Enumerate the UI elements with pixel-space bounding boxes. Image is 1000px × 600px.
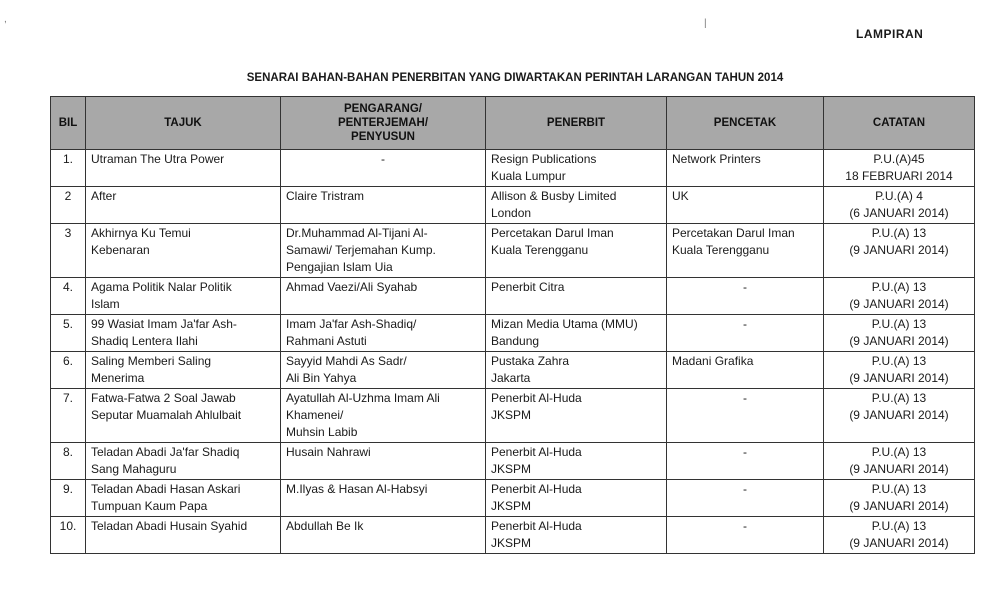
cell-tajuk-line: Seputar Muamalah Ahlulbait bbox=[91, 408, 242, 422]
cell-tajuk bbox=[86, 443, 281, 480]
cell-catatan bbox=[824, 443, 975, 480]
cell-tajuk bbox=[86, 187, 281, 224]
cell-pencetak-line: Network Printers bbox=[672, 152, 761, 166]
cell-catatan-line: P.U.(A) 13 bbox=[871, 226, 927, 240]
cell-tajuk bbox=[86, 224, 281, 278]
cell-catatan-line: P.U.(A) 13 bbox=[871, 519, 927, 533]
cell-catatan-line: (9 JANUARI 2014) bbox=[849, 334, 949, 348]
table-row bbox=[51, 480, 975, 517]
banned-publications-table bbox=[50, 96, 975, 554]
header-pengarang bbox=[281, 97, 486, 150]
cell-bil: 7. bbox=[51, 389, 86, 443]
cell-pengarang-line: Husain Nahrawi bbox=[286, 445, 371, 459]
cell-pencetak bbox=[667, 389, 824, 443]
cell-pencetak bbox=[667, 150, 824, 187]
cell-pengarang bbox=[281, 224, 486, 278]
cell-pencetak-line: - bbox=[743, 280, 747, 294]
cell-pengarang-line: Muhsin Labib bbox=[286, 425, 358, 439]
cell-pengarang-line: Ayatullah Al-Uzhma Imam Ali bbox=[286, 391, 440, 405]
cell-penerbit-line: Mizan Media Utama (MMU) bbox=[491, 317, 638, 331]
cell-pencetak bbox=[667, 278, 824, 315]
cell-tajuk bbox=[86, 389, 281, 443]
cell-catatan bbox=[824, 352, 975, 389]
table-row bbox=[51, 389, 975, 443]
cell-tajuk-line: Agama Politik Nalar Politik bbox=[91, 280, 232, 294]
cell-catatan bbox=[824, 224, 975, 278]
cell-tajuk-line: Islam bbox=[91, 297, 120, 311]
cell-pengarang bbox=[281, 480, 486, 517]
cell-pengarang-line: Rahmani Astuti bbox=[286, 334, 367, 348]
table-row bbox=[51, 224, 975, 278]
cell-pengarang bbox=[281, 278, 486, 315]
cell-penerbit-line: Penerbit Al-Huda bbox=[491, 519, 582, 533]
cell-pencetak-line: Madani Grafika bbox=[672, 354, 754, 368]
cell-catatan-line: (9 JANUARI 2014) bbox=[849, 371, 949, 385]
table-row bbox=[51, 150, 975, 187]
cell-tajuk-line: Sang Mahaguru bbox=[91, 462, 177, 476]
cell-pengarang bbox=[281, 315, 486, 352]
cell-penerbit bbox=[486, 352, 667, 389]
document-title: SENARAI BAHAN-BAHAN PENERBITAN YANG DIWARTAKAN PERINTAH LARANGAN TAHUN 2014 bbox=[246, 72, 784, 84]
cell-catatan-line: (9 JANUARI 2014) bbox=[849, 499, 949, 513]
cell-catatan-line: P.U.(A)45 bbox=[873, 152, 925, 166]
cell-tajuk-line: Fatwa-Fatwa 2 Soal Jawab bbox=[91, 391, 236, 405]
cell-pengarang-line: Abdullah Be Ik bbox=[286, 519, 364, 533]
cell-catatan bbox=[824, 389, 975, 443]
table-row bbox=[51, 278, 975, 315]
cell-pengarang-line: Dr.Muhammad Al-Tijani Al- bbox=[286, 226, 428, 240]
cell-tajuk-line: Utraman The Utra Power bbox=[91, 152, 225, 166]
cell-catatan-line: P.U.(A) 13 bbox=[871, 317, 927, 331]
cell-penerbit-line: Percetakan Darul Iman bbox=[491, 226, 614, 240]
cell-penerbit bbox=[486, 389, 667, 443]
cell-pencetak-line: UK bbox=[672, 189, 689, 203]
cell-catatan bbox=[824, 315, 975, 352]
cell-tajuk bbox=[86, 352, 281, 389]
cell-pengarang bbox=[281, 352, 486, 389]
cell-pengarang bbox=[281, 517, 486, 554]
header-pengarang-line: PENGARANG/ bbox=[344, 103, 422, 115]
cell-pencetak bbox=[667, 352, 824, 389]
table-row bbox=[51, 352, 975, 389]
cell-penerbit-line: JKSPM bbox=[491, 462, 532, 476]
header-bil: BIL bbox=[51, 97, 86, 150]
header-catatan: CATATAN bbox=[824, 97, 975, 150]
cell-catatan-line: P.U.(A) 13 bbox=[871, 445, 927, 459]
cell-tajuk-line: Menerima bbox=[91, 371, 145, 385]
cell-penerbit-line: Kuala Lumpur bbox=[491, 169, 566, 183]
table-row bbox=[51, 517, 975, 554]
cell-bil: 2 bbox=[51, 187, 86, 224]
scan-speck: | bbox=[704, 18, 707, 29]
cell-penerbit-line: JKSPM bbox=[491, 499, 532, 513]
cell-catatan-line: P.U.(A) 13 bbox=[871, 391, 927, 405]
cell-catatan-line: (9 JANUARI 2014) bbox=[849, 462, 949, 476]
table-row bbox=[51, 315, 975, 352]
cell-catatan-line: P.U.(A) 13 bbox=[871, 280, 927, 294]
cell-catatan bbox=[824, 150, 975, 187]
cell-pencetak-line: - bbox=[743, 317, 747, 331]
cell-pengarang bbox=[281, 150, 486, 187]
cell-catatan bbox=[824, 480, 975, 517]
cell-tajuk bbox=[86, 315, 281, 352]
cell-penerbit bbox=[486, 517, 667, 554]
cell-pengarang-line: Claire Tristram bbox=[286, 189, 365, 203]
cell-penerbit bbox=[486, 443, 667, 480]
cell-pengarang bbox=[281, 389, 486, 443]
cell-pencetak-line: - bbox=[743, 445, 747, 459]
cell-pengarang-line: Ahmad Vaezi/Ali Syahab bbox=[286, 280, 418, 294]
cell-penerbit bbox=[486, 150, 667, 187]
cell-penerbit-line: Penerbit Citra bbox=[491, 280, 565, 294]
cell-penerbit-line: JKSPM bbox=[491, 536, 532, 550]
cell-pengarang bbox=[281, 187, 486, 224]
cell-tajuk-line: Saling Memberi Saling bbox=[91, 354, 212, 368]
cell-pencetak-line: - bbox=[743, 391, 747, 405]
cell-bil: 1. bbox=[51, 150, 86, 187]
cell-penerbit-line: Penerbit Al-Huda bbox=[491, 445, 582, 459]
header-pencetak: PENCETAK bbox=[667, 97, 824, 150]
cell-bil: 3 bbox=[51, 224, 86, 278]
header-penerbit: PENERBIT bbox=[486, 97, 667, 150]
cell-pencetak-line: - bbox=[743, 519, 747, 533]
cell-pencetak bbox=[667, 224, 824, 278]
cell-pengarang-line: Imam Ja'far Ash-Shadiq/ bbox=[286, 317, 417, 331]
cell-penerbit-line: Bandung bbox=[491, 334, 540, 348]
table-header-row bbox=[51, 97, 975, 150]
cell-penerbit bbox=[486, 278, 667, 315]
cell-penerbit bbox=[486, 480, 667, 517]
cell-penerbit-line: Allison & Busby Limited bbox=[491, 189, 617, 203]
cell-catatan bbox=[824, 517, 975, 554]
cell-tajuk-line: Tumpuan Kaum Papa bbox=[91, 499, 208, 513]
cell-penerbit-line: London bbox=[491, 206, 532, 220]
cell-penerbit bbox=[486, 224, 667, 278]
cell-bil: 10. bbox=[51, 517, 86, 554]
cell-tajuk-line: After bbox=[91, 189, 117, 203]
cell-bil: 5. bbox=[51, 315, 86, 352]
cell-bil: 4. bbox=[51, 278, 86, 315]
cell-catatan-line: P.U.(A) 13 bbox=[871, 482, 927, 496]
cell-tajuk bbox=[86, 278, 281, 315]
cell-tajuk-line: Shadiq Lentera Ilahi bbox=[91, 334, 198, 348]
cell-pencetak bbox=[667, 443, 824, 480]
cell-pengarang-line: M.Ilyas & Hasan Al-Habsyi bbox=[286, 482, 428, 496]
cell-pengarang-line: Sayyid Mahdi As Sadr/ bbox=[286, 354, 407, 368]
cell-tajuk-line: Akhirnya Ku Temui bbox=[91, 226, 191, 240]
cell-tajuk bbox=[86, 517, 281, 554]
cell-catatan-line: (9 JANUARI 2014) bbox=[849, 536, 949, 550]
cell-tajuk bbox=[86, 150, 281, 187]
cell-tajuk-line: Teladan Abadi Ja'far Shadiq bbox=[91, 445, 240, 459]
cell-pengarang-line: Ali Bin Yahya bbox=[286, 371, 357, 385]
cell-penerbit-line: Penerbit Al-Huda bbox=[491, 482, 582, 496]
cell-pengarang bbox=[281, 443, 486, 480]
cell-catatan-line: (6 JANUARI 2014) bbox=[849, 206, 949, 220]
cell-catatan-line: P.U.(A) 4 bbox=[875, 189, 923, 203]
cell-pencetak bbox=[667, 187, 824, 224]
cell-tajuk-line: Kebenaran bbox=[91, 243, 150, 257]
cell-penerbit-line: Penerbit Al-Huda bbox=[491, 391, 582, 405]
cell-tajuk-line: Teladan Abadi Hasan Askari bbox=[91, 482, 241, 496]
cell-pencetak-line: Kuala Terengganu bbox=[672, 243, 770, 257]
cell-catatan-line: P.U.(A) 13 bbox=[871, 354, 927, 368]
cell-penerbit bbox=[486, 187, 667, 224]
cell-penerbit-line: Kuala Terengganu bbox=[491, 243, 589, 257]
cell-penerbit-line: Pustaka Zahra bbox=[491, 354, 570, 368]
cell-pencetak-line: Percetakan Darul Iman bbox=[672, 226, 795, 240]
header-tajuk: TAJUK bbox=[86, 97, 281, 150]
cell-pengarang-line: Khamenei/ bbox=[286, 408, 344, 422]
cell-bil: 6. bbox=[51, 352, 86, 389]
cell-catatan bbox=[824, 278, 975, 315]
cell-tajuk-line: 99 Wasiat Imam Ja'far Ash- bbox=[91, 317, 237, 331]
scan-speck: , bbox=[4, 14, 7, 25]
cell-catatan-line: (9 JANUARI 2014) bbox=[849, 297, 949, 311]
cell-catatan-line: 18 FEBRUARI 2014 bbox=[845, 169, 953, 183]
cell-pencetak-line: - bbox=[743, 482, 747, 496]
cell-pencetak bbox=[667, 480, 824, 517]
cell-penerbit-line: JKSPM bbox=[491, 408, 532, 422]
cell-bil: 8. bbox=[51, 443, 86, 480]
cell-pengarang-line: Pengajian Islam Uia bbox=[286, 260, 393, 274]
cell-catatan bbox=[824, 187, 975, 224]
header-pengarang-line: PENTERJEMAH/ bbox=[337, 117, 429, 129]
cell-penerbit-line: Resign Publications bbox=[491, 152, 597, 166]
cell-pengarang-line: Samawi/ Terjemahan Kump. bbox=[286, 243, 436, 257]
table-row bbox=[51, 187, 975, 224]
appendix-label: LAMPIRAN bbox=[856, 27, 924, 41]
cell-tajuk bbox=[86, 480, 281, 517]
table-body bbox=[51, 150, 975, 554]
table-row bbox=[51, 443, 975, 480]
cell-pengarang-line: - bbox=[381, 152, 385, 166]
cell-catatan-line: (9 JANUARI 2014) bbox=[849, 408, 949, 422]
cell-penerbit-line: Jakarta bbox=[491, 371, 531, 385]
cell-pencetak bbox=[667, 315, 824, 352]
cell-bil: 9. bbox=[51, 480, 86, 517]
header-pengarang-line: PENYUSUN bbox=[351, 131, 415, 143]
cell-tajuk-line: Teladan Abadi Husain Syahid bbox=[91, 519, 248, 533]
cell-catatan-line: (9 JANUARI 2014) bbox=[849, 243, 949, 257]
cell-penerbit bbox=[486, 315, 667, 352]
cell-pencetak bbox=[667, 517, 824, 554]
